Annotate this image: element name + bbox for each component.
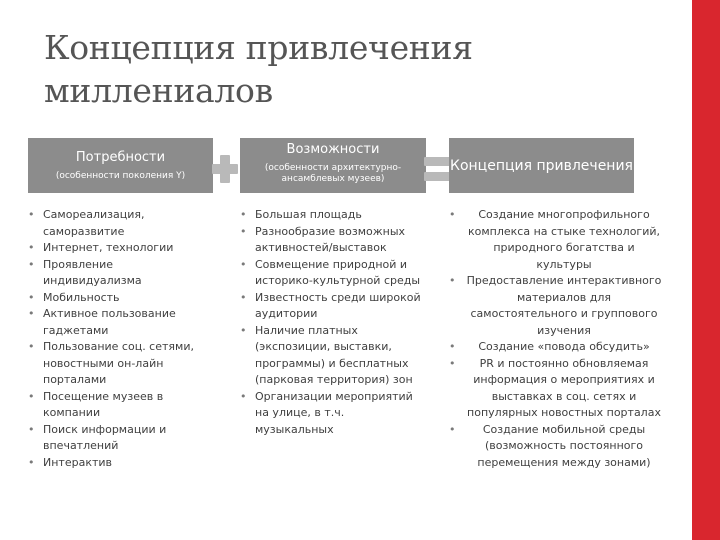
opportunities-header — [240, 138, 426, 193]
needs-header — [28, 138, 213, 193]
list-item: • Предоставление интерактивного материалов для самостоятельного и группового изучения — [449, 273, 664, 339]
needs-header-title: Потребности — [75, 149, 166, 165]
list-item: • Известность среди широкой аудитории — [240, 290, 426, 323]
list-item: • Организации мероприятий на улице, в т.ч. музыкальных — [240, 389, 426, 439]
concept-header-title: Концепция привлечения — [450, 157, 633, 174]
list-item: • Мобильность — [28, 290, 213, 307]
list-item: • Наличие платных (экспозиции, выставки, программы) и бесплатных (парковая территория) зон — [240, 323, 426, 389]
list-item: • Пользование соц. сетями, новостными он-лайн порталами — [28, 339, 213, 389]
list-item: • Создание «повода обсудить» — [449, 339, 664, 356]
needs-header-subtitle: (особенности поколения Y) — [55, 170, 186, 181]
opportunities-header-title: Возможности — [286, 142, 380, 157]
red-accent-bar — [692, 0, 720, 540]
concept-header — [449, 138, 634, 193]
slide-title: Концепция привлечения миллениалов — [44, 28, 473, 110]
list-item: • Создание многопрофильного комплекса на стыке технологий, природного богатства и культуры — [449, 207, 664, 273]
opportunities-list — [240, 207, 426, 438]
list-item: • Самореализация, саморазвитие — [28, 207, 213, 240]
list-item: • Создание мобильной среды (возможность постоянного перемещения между зонами) — [449, 422, 664, 472]
list-item: • Проявление индивидуализма — [28, 257, 213, 290]
list-item: • Интернет, технологии — [28, 240, 213, 257]
concept-list — [449, 207, 664, 471]
needs-list — [28, 207, 213, 471]
list-item: • Разнообразие возможных активностей/выставок — [240, 224, 426, 257]
list-item: • Большая площадь — [240, 207, 426, 224]
opportunities-header-subtitle: (особенности архитектурно-ансамблевых музеев) — [264, 163, 402, 184]
list-item: • Посещение музеев в компании — [28, 389, 213, 422]
list-item: • Активное пользование гаджетами — [28, 306, 213, 339]
list-item: • Поиск информации и впечатлений — [28, 422, 213, 455]
list-item: • Совмещение природной и историко-культурной среды — [240, 257, 426, 290]
list-item: • Интерактив — [28, 455, 213, 472]
list-item: • PR и постоянно обновляемая информация о мероприятиях и выставках в соц. сетях и популярных новостных порталах — [449, 356, 664, 422]
